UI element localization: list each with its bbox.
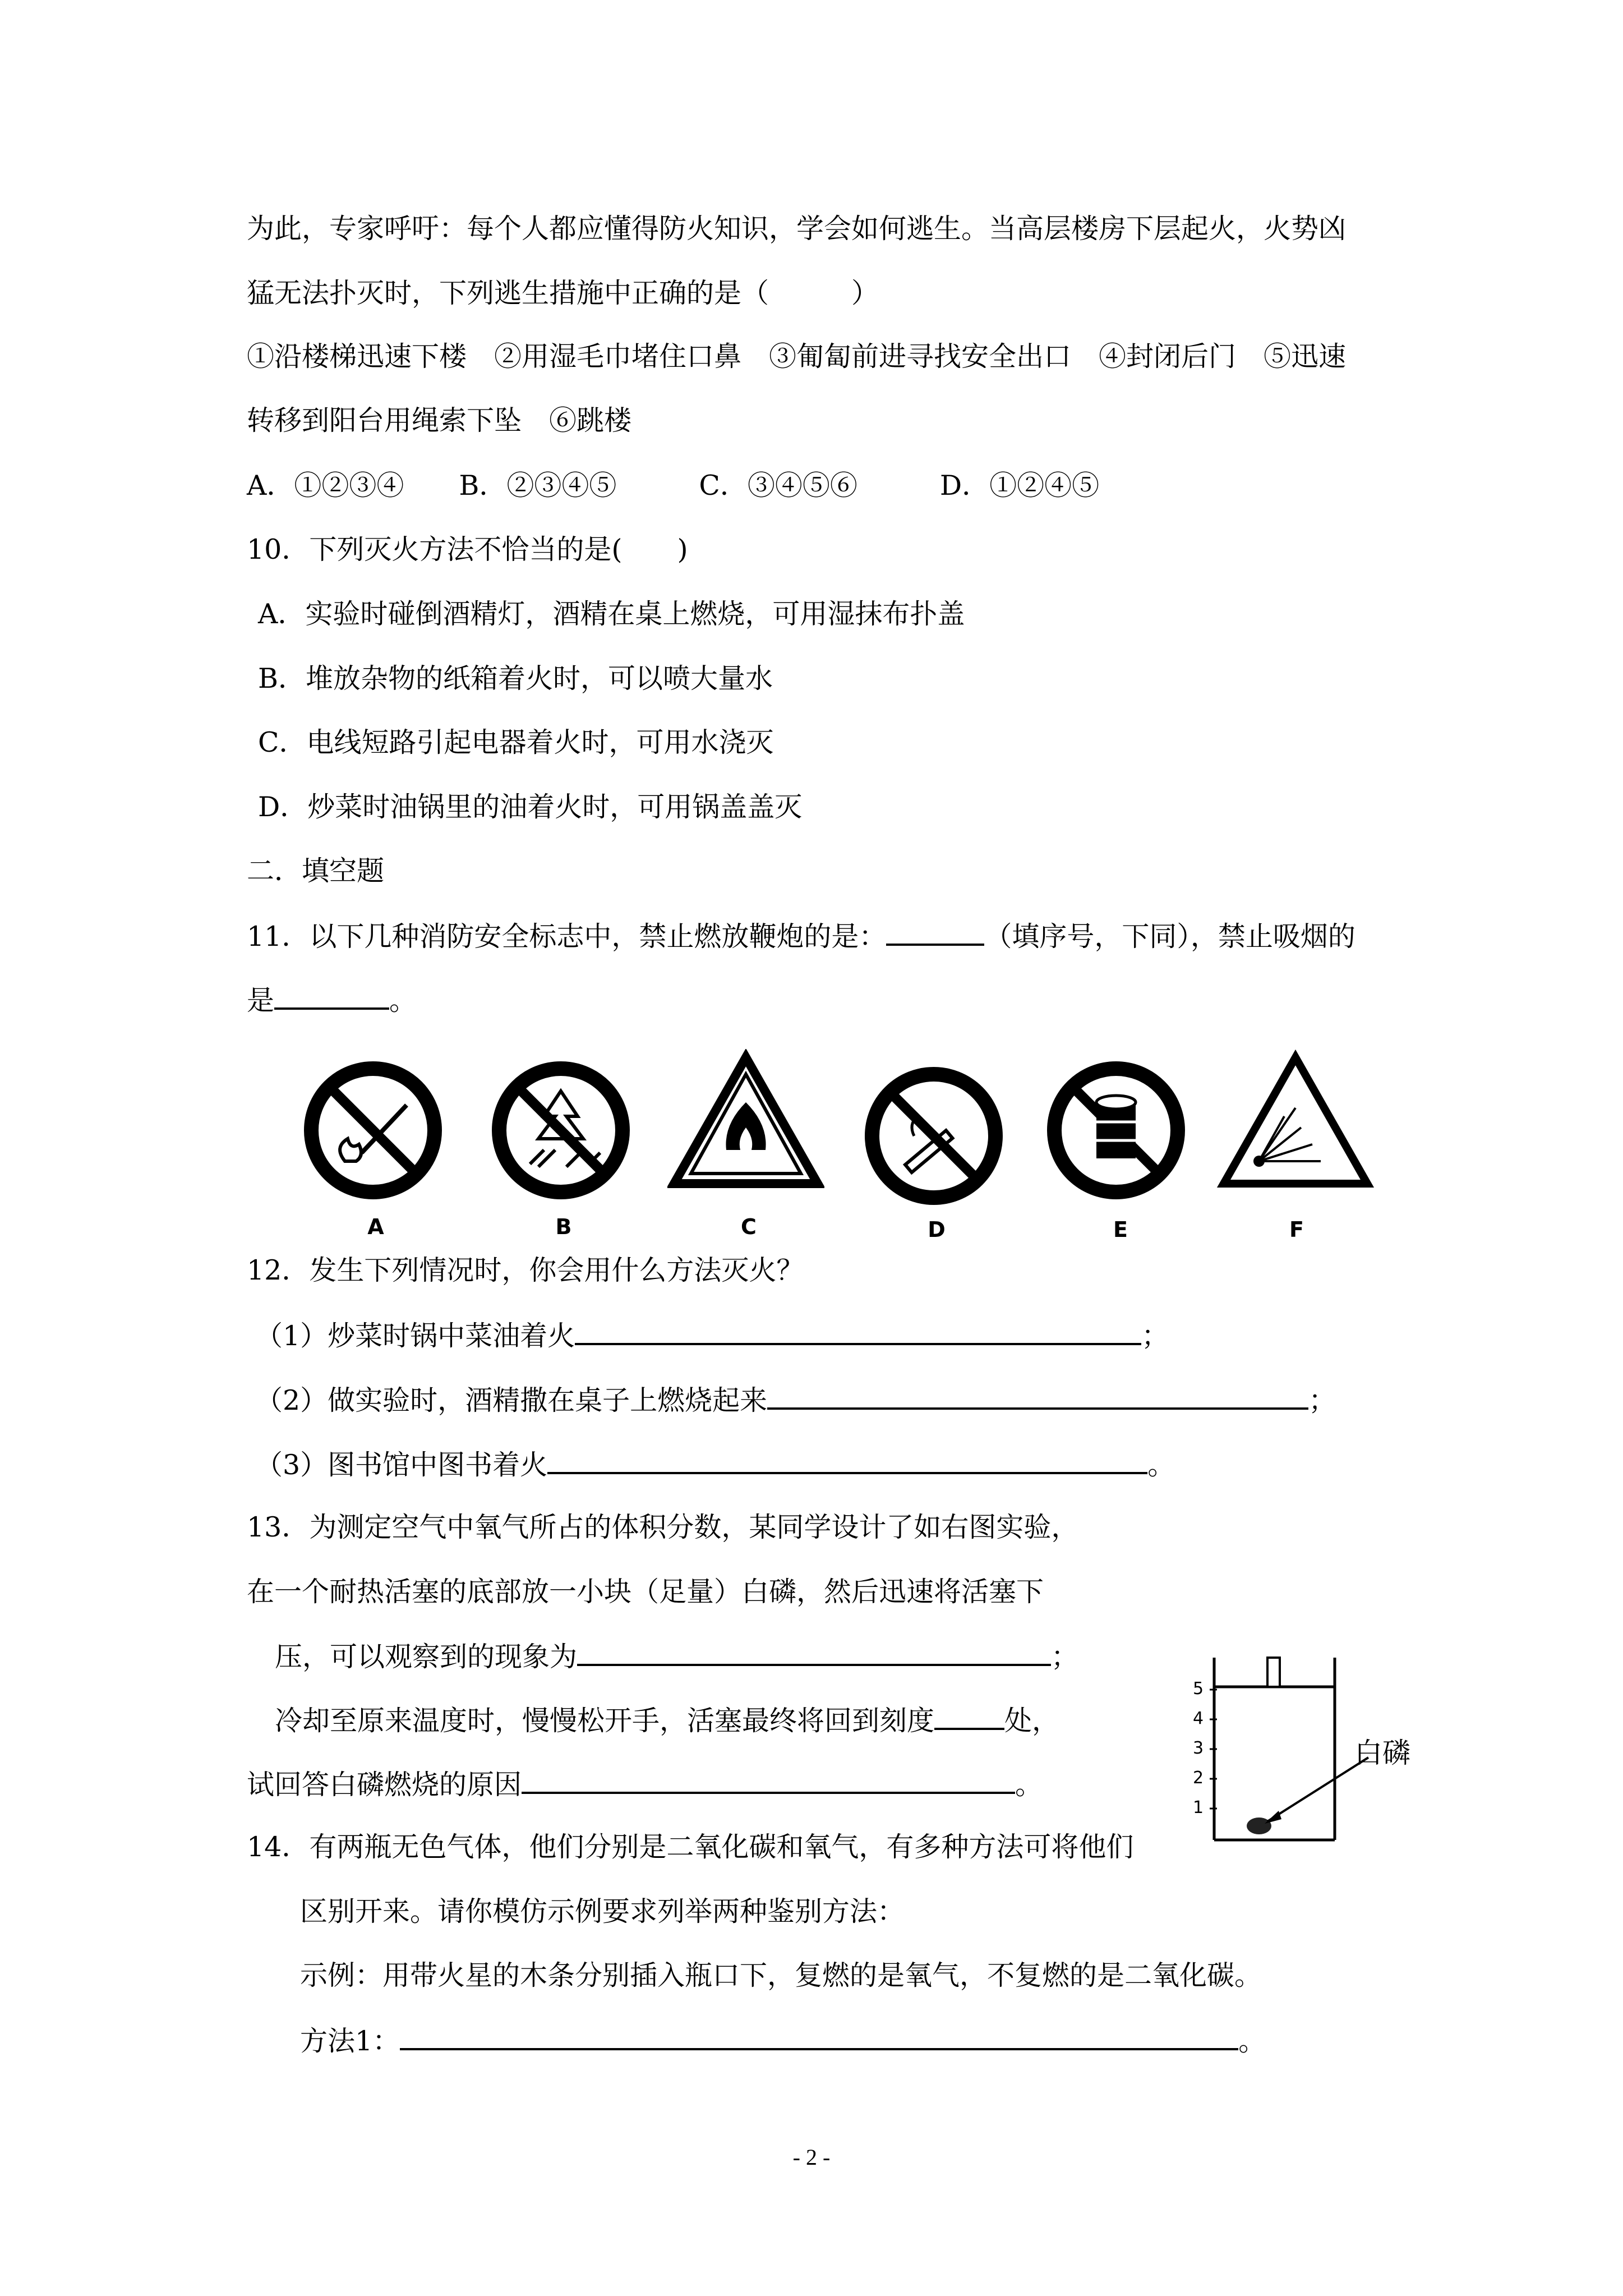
- q13-text-3-end: ；: [1051, 1641, 1079, 1673]
- scale-tick-2: 2: [1193, 1768, 1204, 1788]
- q12-item-3: [255, 1447, 1175, 1482]
- flammable-warning-sign-icon: [667, 1049, 824, 1195]
- answer-blank-12-2[interactable]: [767, 1383, 1308, 1410]
- q14-line-1: 14．有两瓶无色气体，他们分别是二氧化碳和氧气，有多种方法可将他们: [247, 1831, 1134, 1863]
- q14-method-1-end: 。: [1238, 2025, 1266, 2057]
- q11-line-2: [247, 983, 417, 1018]
- scale-tick-4: 4: [1193, 1709, 1204, 1728]
- q13-text-3: 压，可以观察到的现象为: [275, 1641, 578, 1673]
- answer-blank-12-1[interactable]: [575, 1318, 1141, 1345]
- no-flammable-storage-sign-icon: [1043, 1057, 1189, 1203]
- q11-text-3: 是: [247, 984, 275, 1016]
- q11-text-4: 。: [389, 984, 417, 1016]
- white-phosphorus-label: 白磷: [1354, 1737, 1410, 1769]
- q14-example: 示例：用带火星的木条分别插入瓶口下，复燃的是氧气，不复燃的是二氧化碳。: [300, 1959, 1262, 1991]
- q9-options-line-1: ①沿楼梯迅速下楼 ②用湿毛巾堵住口鼻 ③匍匐前进寻找安全出口 ④封闭后门 ⑤迅速: [247, 341, 1347, 372]
- sign-label-a: A: [367, 1214, 384, 1239]
- q13-line-2: 在一个耐热活塞的底部放一小块（足量）白磷，然后迅速将活塞下: [247, 1576, 1044, 1608]
- sign-label-f: F: [1289, 1217, 1304, 1242]
- q9-line-2: 猛无法扑灭时，下列逃生措施中正确的是（ ）: [247, 277, 879, 309]
- q10-stem: 10．下列灭火方法不恰当的是( ): [247, 533, 688, 565]
- q13-text-5: 试回答白磷燃烧的原因: [247, 1769, 522, 1801]
- piston-cylinder-icon: [1175, 1646, 1478, 1882]
- sign-label-d: D: [928, 1217, 946, 1242]
- q12-item-2-text: （2）做实验时，酒精撒在桌子上燃烧起来: [255, 1384, 768, 1416]
- sign-label-c: C: [741, 1214, 757, 1239]
- q11-line-1: [247, 919, 1355, 954]
- q13-line-1: 13．为测定空气中氧气所占的体积分数，某同学设计了如右图实验，: [247, 1511, 1079, 1543]
- scale-tick-3: 3: [1193, 1738, 1204, 1758]
- scale-tick-1: 1: [1193, 1798, 1204, 1818]
- q9-choices: A．①②③④ B．②③④⑤ C．③④⑤⑥ D．①②④⑤: [247, 470, 1100, 501]
- q12-item-3-text: （3）图书馆中图书着火: [255, 1449, 548, 1481]
- q10-option-a: A．实验时碰倒酒精灯，酒精在桌上燃烧，可用湿抹布扑盖: [258, 598, 965, 630]
- answer-blank-13-scale[interactable]: [934, 1703, 1004, 1730]
- explosive-warning-sign-icon: [1217, 1049, 1374, 1195]
- q14-method-1: [300, 2023, 1266, 2058]
- q9-options-line-2: 转移到阳台用绳索下坠 ⑥跳楼: [247, 404, 632, 436]
- answer-blank-13-reason[interactable]: [522, 1767, 1015, 1794]
- answer-blank-firecracker[interactable]: [886, 919, 984, 946]
- q14-method-1-label: 方法1：: [300, 2025, 400, 2057]
- q13-line-4: [275, 1703, 1059, 1738]
- q13-line-3: [275, 1639, 1078, 1674]
- answer-blank-14-method-1[interactable]: [400, 2023, 1238, 2050]
- q9-line-1: 为此，专家呼吁：每个人都应懂得防火知识，学会如何逃生。当高层楼房下层起火，火势凶: [247, 213, 1347, 245]
- q12-item-1-end: ；: [1141, 1320, 1169, 1352]
- no-fireworks-sign-icon: [300, 1057, 446, 1203]
- piston-cylinder-figure: [1175, 1646, 1478, 1882]
- sign-label-e: E: [1113, 1217, 1128, 1242]
- no-smoking-sign-icon: [861, 1063, 1007, 1209]
- q10-option-b: B．堆放杂物的纸箱着火时，可以喷大量水: [258, 662, 773, 694]
- q12-stem: 12．发生下列情况时，你会用什么方法灭火？: [247, 1254, 804, 1286]
- answer-blank-12-3[interactable]: [547, 1447, 1147, 1474]
- q13-text-5-end: 。: [1015, 1769, 1043, 1801]
- scale-tick-5: 5: [1193, 1679, 1204, 1699]
- q13-text-4-end: 处，: [1004, 1705, 1060, 1737]
- q12-item-2-end: ；: [1308, 1384, 1336, 1416]
- q13-line-5: [247, 1767, 1043, 1802]
- answer-blank-13-phenomenon[interactable]: [577, 1639, 1051, 1666]
- q13-text-4: 冷却至原来温度时，慢慢松开手，活塞最终将回到刻度: [275, 1705, 935, 1737]
- q12-item-1-text: （1）炒菜时锅中菜油着火: [255, 1320, 575, 1352]
- q12-item-2: [255, 1383, 1336, 1418]
- q14-line-2: 区别开来。请你模仿示例要求列举两种鉴别方法：: [300, 1895, 905, 1927]
- no-burning-forest-sign-icon: [488, 1057, 634, 1203]
- q11-text-1: 11．以下几种消防安全标志中，禁止燃放鞭炮的是：: [247, 921, 887, 953]
- section-heading: 二．填空题: [247, 855, 385, 887]
- q11-text-2: （填序号，下同），禁止吸烟的: [984, 921, 1355, 953]
- sign-label-b: B: [555, 1214, 572, 1239]
- q10-option-c: C．电线短路引起电器着火时，可用水浇灭: [258, 726, 774, 758]
- q12-item-1: [255, 1318, 1169, 1353]
- q12-item-3-end: 。: [1147, 1449, 1175, 1481]
- answer-blank-smoking[interactable]: [274, 983, 389, 1010]
- q10-option-d: D．炒菜时油锅里的油着火时，可用锅盖盖灭: [258, 791, 803, 823]
- page-number: - 2 -: [792, 2145, 831, 2170]
